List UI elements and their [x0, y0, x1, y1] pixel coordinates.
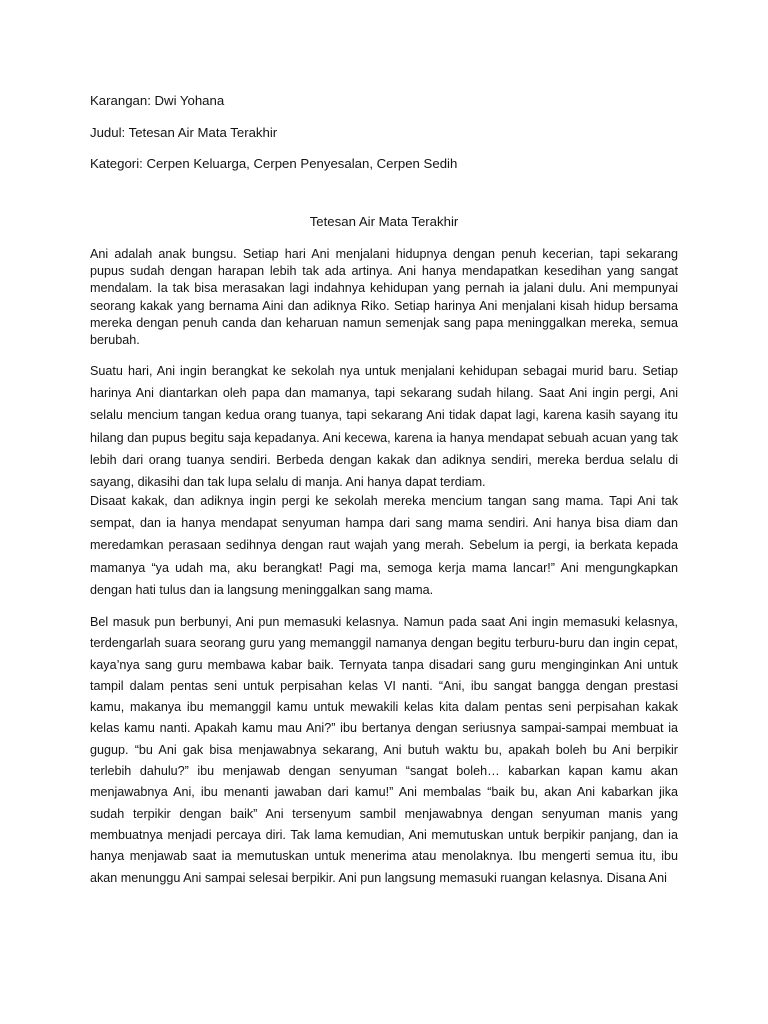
story-title: Tetesan Air Mata Terakhir [309, 214, 459, 229]
story-paragraph-2: Suatu hari, Ani ingin berangkat ke sekolah nya untuk menjalani kehidupan sebagai murid baru. Setiap harinya Ani diantarkan oleh papa dan mamanya, tapi sekarang sudah hilang. Saat Ani ingin pergi, Ani selalu mencium tangan kedua orang tuanya, tapi sekarang Ani tidak dapat lagi, karena kasih sayang itu hilang dan pupus begitu saja kepadanya. Ani kecewa, karena ia hanya mendapat sebuah acuan yang tak lebih dari orang tuanya sendiri. Berbeda dengan kakak dan adiknya sendiri, mereka berdua selalu di sayang, dikasihi dan tak lupa selalu di manja. Ani hanya dapat terdiam. [90, 364, 678, 490]
author-line: Karangan: Dwi Yohana [90, 93, 225, 108]
category-line: Kategori: Cerpen Keluarga, Cerpen Penyesalan, Cerpen Sedih [90, 156, 458, 171]
title-line: Judul: Tetesan Air Mata Terakhir [90, 125, 278, 140]
story-paragraph-3: Disaat kakak, dan adiknya ingin pergi ke sekolah mereka mencium tangan sang mama. Tapi Ani tak sempat, dan ia hanya mendapat senyuman hampa dari sang mama sendiri. Ani hanya bisa diam dan meredamkan perasaan sedihnya dengan raut wajah yang merah. Sebelum ia pergi, ia berkata kepada mamanya “ya udah ma, aku berangkat! Pagi ma, semoga kerja mama lancar!” Ani mengungkapkan dengan hati tulus dan ia langsung meninggalkan sang mama. [90, 494, 678, 597]
story-paragraph-1: Ani adalah anak bungsu. Setiap hari Ani menjalani hidupnya dengan penuh kecerian, tapi sekarang pupus sudah dengan harapan lebih tak ada artinya. Ani hanya mendapatkan kesedihan yang sangat mendalam. Ia tak bisa merasakan lagi indahnya kehidupan yang pernah ia jalani dulu. Ani mempunyai seorang kakak yang bernama Aini dan adiknya Riko. Setiap harinya Ani menjalani kisah hidup bersama mereka dengan penuh canda dan keharuan namun semenjak sang papa meninggalkan mereka, semua berubah. [90, 247, 678, 348]
story-paragraph-4: Bel masuk pun berbunyi, Ani pun memasuki kelasnya. Namun pada saat Ani ingin memasuki kelasnya, terdengarlah suara seorang guru yang memanggil namanya dengan begitu terburu-buru dan ingin cepat, kaya’nya sang guru membawa kabar baik. Ternyata tanpa disadari sang guru menginginkan Ani untuk tampil dalam pentas seni untuk perpisahan kelas VI nanti. “Ani, ibu sangat bangga dengan prestasi kamu, makanya ibu memanggil kamu untuk mewakili kelas kita dalam pentas seni perpisahan kakak kelas kamu nanti. Apakah kamu mau Ani?” ibu bertanya dengan seriusnya sampai-sampai membuat ia gugup. “bu Ani gak bisa menjawabnya sekarang, Ani butuh waktu bu, apakah boleh bu Ani berpikir terlebih dahulu?” ibu menjawab dengan senyuman “sangat boleh… kabarkan kapan kamu akan menjawabnya Ani, ibu menanti jawaban dari kamu!” Ani membalas “baik bu, akan Ani kabarkan jika sudah terpikir dengan baik” Ani tersenyum sambil menjawabnya dengan senyuman manis yang membuatnya menjadi percaya diri. Tak lama kemudian, Ani memutuskan untuk berpikir panjang, dan ia hanya menjawab saat ia memutuskan untuk menerima atau menolaknya. Ibu mengerti semua itu, ibu akan menunggu Ani sampai selesai berpikir. Ani pun langsung memasuki ruangan kelasnya. Disana Ani [90, 615, 678, 885]
